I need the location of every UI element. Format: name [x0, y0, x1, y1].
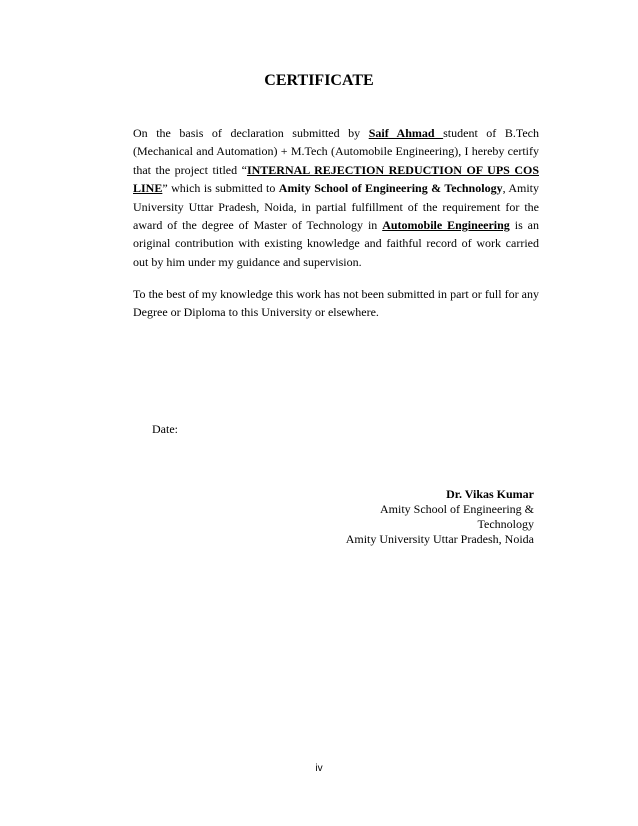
student-name: Saif Ahmad — [368, 126, 444, 140]
date-label: Date: — [152, 422, 178, 436]
paragraph-text: , Amity University Uttar Pradesh, Noida, in partial fulfillment of the requirement for the award of the degree of Master of Technology in — [133, 181, 540, 233]
paragraph-text: is an original contribution with existing knowledge and faithful record of work carried out by him under my guidance and supervision. — [133, 218, 539, 269]
signatory-affiliation-line: Amity University Uttar Pradesh, Noida — [345, 532, 534, 546]
paragraph-text: ” which is submitted to — [162, 181, 279, 196]
paragraph-text: On the basis of declaration submitted by — [133, 126, 369, 140]
signatory-name: Dr. Vikas Kumar — [446, 487, 534, 501]
signatory-affiliation-line: Amity School of Engineering & — [380, 502, 534, 516]
signatory-affiliation-line: Technology — [477, 517, 534, 531]
school-name: Amity School of Engineering & Technology — [278, 181, 503, 196]
originality-paragraph: To the best of my knowledge this work has not been submitted in part or full for any Degree or Diploma to this University or elsewhere. — [133, 287, 539, 320]
signature-block — [274, 487, 534, 547]
project-title: INTERNAL REJECTION REDUCTION OF UPS COS LINE — [133, 162, 539, 196]
page-number: iv — [315, 763, 323, 774]
paragraph-text: student of B.Tech (Mechanical and Automation) + M.Tech (Automobile Engineering), I hereby certify that the project titled “ — [133, 126, 539, 177]
certification-paragraph — [133, 124, 539, 271]
program-name: Automobile Engineering — [382, 218, 510, 233]
certificate-title: CERTIFICATE — [264, 72, 374, 89]
